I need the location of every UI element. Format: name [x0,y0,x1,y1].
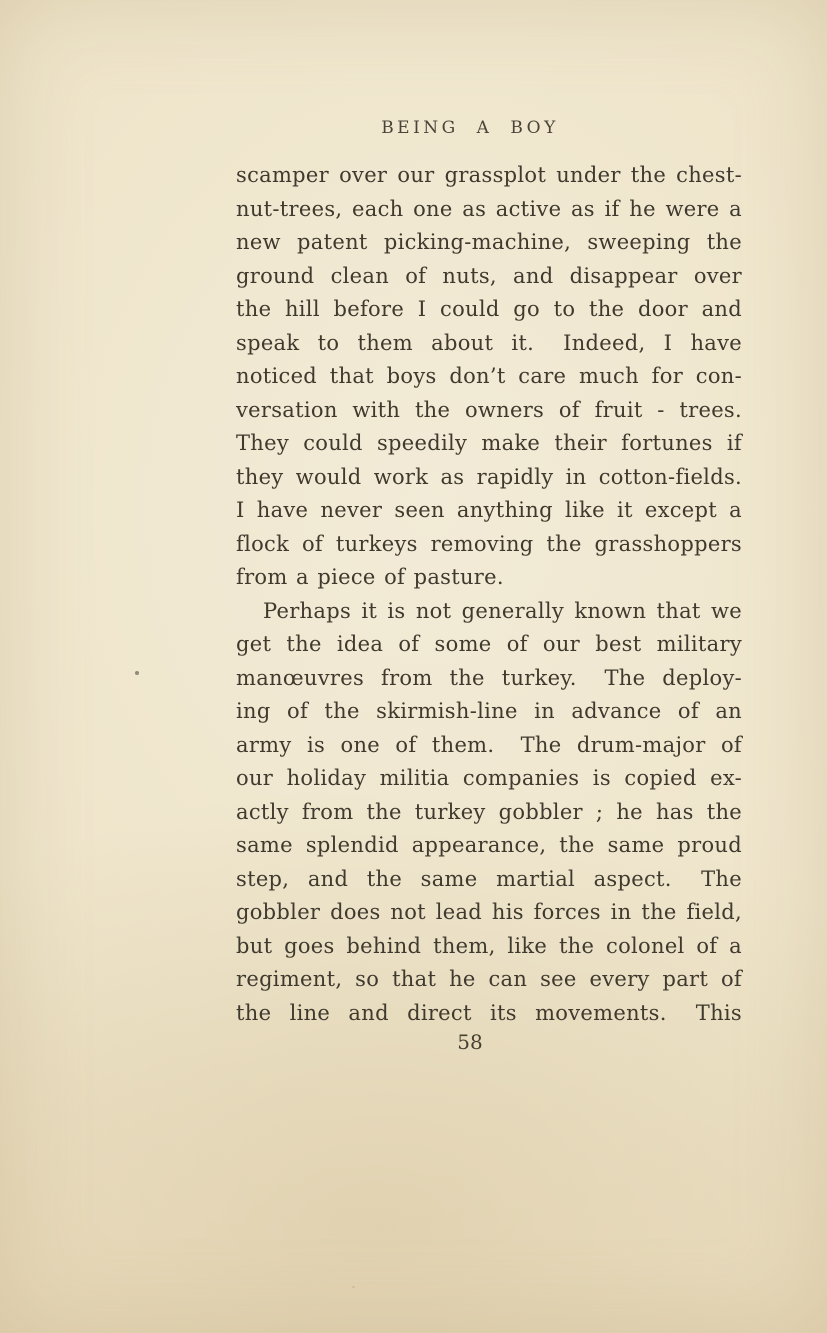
text-line: our holiday militia companies is copied ex- [236,766,742,790]
text-line: they would work as rapidly in cotton-fields. [236,464,742,489]
text-line: new patent picking-machine, sweeping the [236,230,742,254]
paper-speck [135,671,139,675]
text-line: Perhaps it is not generally known that we [263,598,742,623]
text-line: nut-trees, each one as active as if he were a [236,196,742,221]
text-line: army is one of them. The drum-major of [236,732,742,757]
text-line: from a piece of pasture. [236,565,504,589]
text-line: manœuvres from the turkey. The deploy- [236,665,742,690]
text-line: versation with the owners of fruit - trees. [236,397,742,422]
text-line: get the idea of some of our best military [236,632,742,656]
text-line: scamper over our grassplot under the chest- [236,163,742,187]
text-block [236,159,742,1030]
text-line: the hill before I could go to the door and [236,297,742,321]
text-line: ing of the skirmish-line in advance of an [236,699,742,723]
text-line: noticed that boys don’t care much for con- [236,364,742,388]
text-line: They could speedily make their fortunes if [236,431,742,455]
text-line: but goes behind them, like the colonel of a [236,933,742,958]
text-line: I have never seen anything like it except a [236,498,742,522]
text-line: actly from the turkey gobbler ; he has the [236,799,742,824]
text-line: step, and the same martial aspect. The [236,866,742,891]
text-line: speak to them about it. Indeed, I have [236,330,742,355]
text-line: gobbler does not lead his forces in the field, [236,900,742,924]
page-number: 58 [457,1030,483,1054]
text-line: ground clean of nuts, and disappear over [236,263,742,288]
text-line: the line and direct its movements. This [236,1000,742,1025]
paper-speck [352,1286,355,1288]
text-line: flock of turkeys removing the grasshoppers [236,531,742,556]
running-header: BEING A BOY [381,118,559,138]
text-line: same splendid appearance, the same proud [236,833,742,857]
text-line: regiment, so that he can see every part of [236,967,742,991]
